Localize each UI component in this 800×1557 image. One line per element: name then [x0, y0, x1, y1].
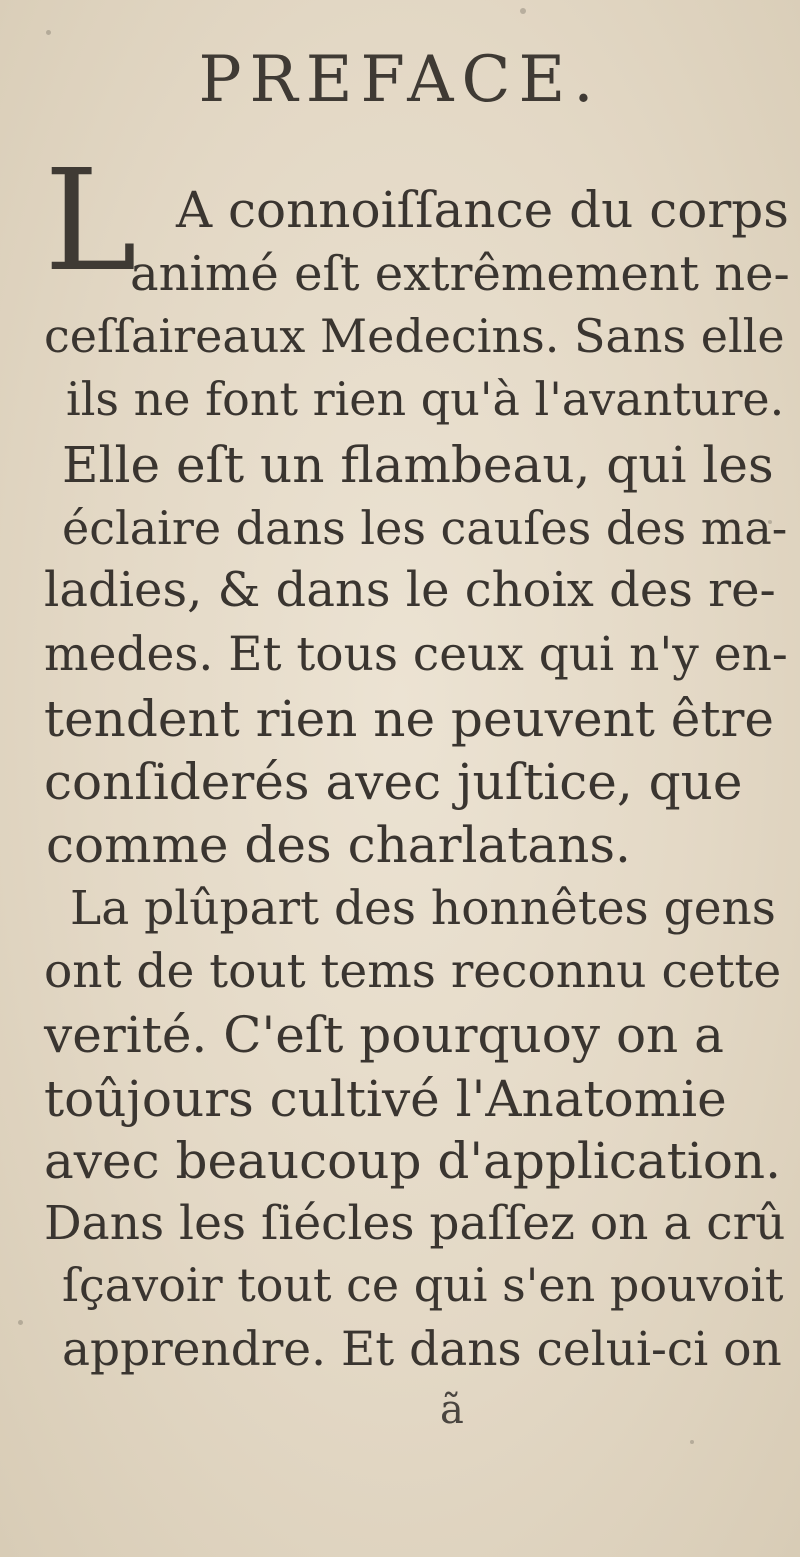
- text-line-2: animé eſt extrêmement ne-: [130, 246, 790, 302]
- text-line-16: avec beaucoup d'application.: [44, 1132, 782, 1190]
- text-line-19: apprendre. Et dans celui-ci on: [62, 1322, 782, 1377]
- drop-cap: L: [44, 140, 137, 303]
- paper-speck: [690, 1440, 694, 1444]
- text-line-15: toûjours cultivé l'Anatomie: [44, 1070, 727, 1128]
- text-line-5: Elle eſt un flambeau, qui les: [62, 436, 774, 494]
- text-line-12: La plûpart des honnêtes gens: [70, 881, 776, 936]
- text-line-14: verité. C'eſt pourquoy on a: [44, 1006, 724, 1064]
- text-line-13: ont de tout tems reconnu cette: [44, 944, 782, 999]
- paper-speck: [18, 1320, 23, 1325]
- paper-speck: [46, 30, 51, 35]
- text-line-8: medes. Et tous ceux qui n'y en-: [44, 627, 788, 682]
- text-line-18: ſçavoir tout ce qui s'en pouvoit: [62, 1258, 784, 1312]
- text-line-7: ladies, & dans le choix des re-: [44, 562, 776, 618]
- text-line-10: conſiderés avec juſtice, que: [44, 753, 743, 811]
- text-line-1: A connoiſſance du corps: [176, 181, 789, 239]
- preface-title: PREFACE.: [198, 43, 602, 117]
- text-line-17: Dans les ſiécles paſſez on a crû: [44, 1196, 786, 1251]
- text-line-4: ils ne font rien qu'à l'avanture.: [66, 372, 785, 426]
- text-line-9: tendent rien ne peuvent être: [44, 690, 774, 748]
- text-line-6: éclaire dans les cauſes des ma-: [62, 501, 788, 555]
- paper-speck: [520, 8, 526, 14]
- text-line-3: ceſſaireaux Medecins. Sans elle: [44, 309, 785, 363]
- text-line-11: comme des charlatans.: [46, 816, 631, 874]
- signature-mark: ã: [440, 1387, 464, 1433]
